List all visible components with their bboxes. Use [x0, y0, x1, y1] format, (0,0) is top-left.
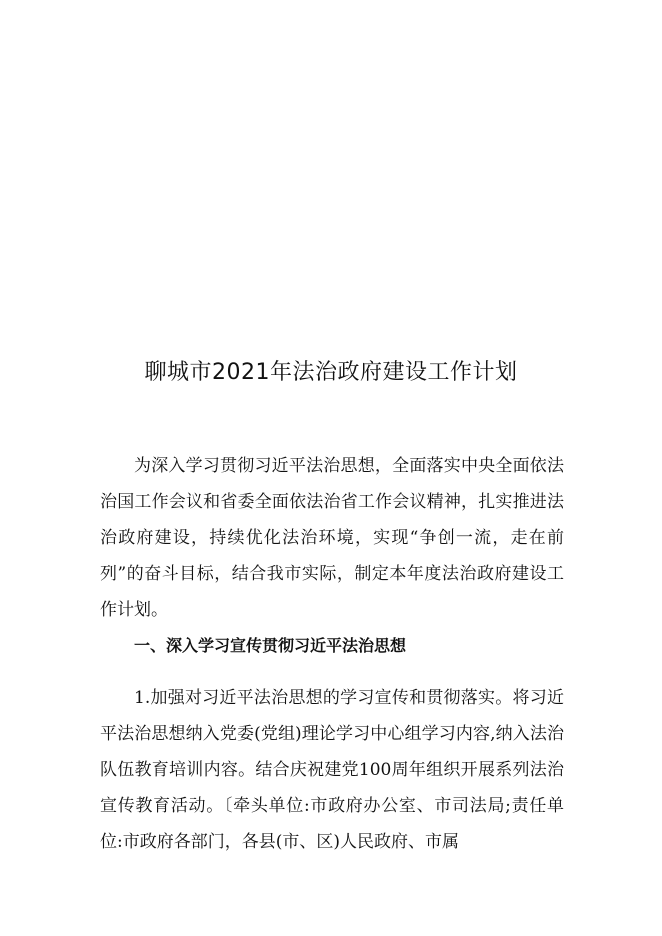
intro-paragraph: 为深入学习贯彻习近平法治思想，全面落实中央全面依法治国工作会议和省委全面依法治省工作会议精神，扎实推进法治政府建设，持续优化法治环境，实现“争创一流，走在前列”的奋斗目标，结合我市实际，制定本年度法治政府建设工作计划。 [100, 456, 564, 620]
document-title: 聊城市2021年法治政府建设工作计划 [144, 360, 518, 385]
item-paragraph: 1.加强对习近平法治思想的学习宣传和贯彻落实。将习近平法治思想纳入党委(党组)理论学习中心组学习内容,纳入法治队伍教育培训内容。结合庆祝建党100周年组织开展系列法治宣传教育活动。〔牵头单位:市政府办公室、市司法局;责任单位:市政府各部门，各县(市、区)人民政府、市属 [100, 688, 564, 852]
section-heading: 一、深入学习宣传贯彻习近平法治思想 [134, 636, 407, 655]
